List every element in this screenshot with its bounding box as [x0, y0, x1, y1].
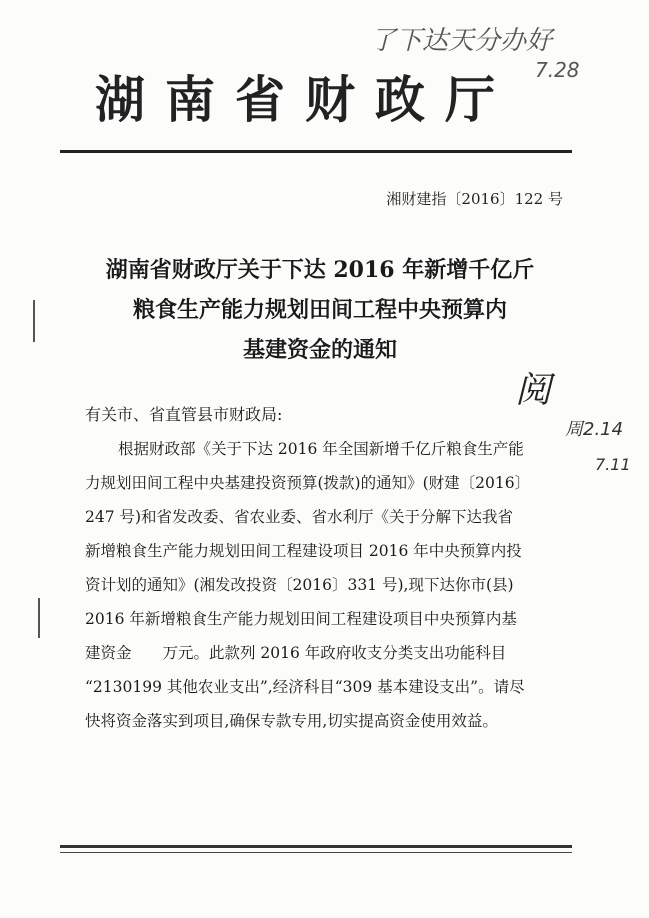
doc-title-line-2: 粮食生产能力规划田间工程中央预算内: [132, 297, 507, 323]
body-line: 2016 年新增粮食生产能力规划田间工程建设项目中央预算内基: [85, 610, 517, 628]
handwritten-date-right: 7.11: [595, 455, 631, 474]
body-line: 建资金 万元。此款列 2016 年政府收支分类支出功能科目: [85, 644, 507, 662]
handwritten-mark-right: 阅: [515, 370, 552, 411]
salutation: 有关市、省直管县市财政局:: [85, 405, 283, 424]
footer-rule: [60, 845, 572, 848]
body-line: 资计划的通知》(湘发改投资〔2016〕331 号),现下达你市(县): [85, 576, 514, 594]
handwritten-note-top: 了下达天分办好: [370, 26, 553, 56]
doc-title-line-1: 湖南省财政厅关于下达 2016 年新增千亿斤: [105, 257, 535, 283]
body-paragraph: [85, 432, 575, 738]
body-line: 247 号)和省发改委、省农业委、省水利厅《关于分解下达我省: [85, 508, 514, 526]
header-rule: [60, 150, 572, 153]
body-line: 新增粮食生产能力规划田间工程建设项目 2016 年中央预算内投: [85, 542, 522, 560]
doc-number: 湘财建指〔2016〕122 号: [386, 190, 563, 208]
body-line: 根据财政部《关于下达 2016 年全国新增千亿斤粮食生产能: [118, 440, 524, 458]
body-line: 力规划田间工程中央基建投资预算(拨款)的通知》(财建〔2016〕: [85, 474, 531, 492]
handwritten-date-top: 7.28: [535, 58, 580, 82]
handwritten-note-right: 周2.14: [565, 419, 624, 440]
binding-mark-lower: [38, 598, 40, 638]
footer-rule-thin: [60, 852, 572, 853]
org-title: 湖南省财政厅: [95, 70, 515, 129]
doc-title-line-3: 基建资金的通知: [242, 337, 397, 363]
binding-mark-upper: [33, 300, 35, 342]
doc-title: [60, 250, 580, 370]
body-line: 快将资金落实到项目,确保专款专用,切实提高资金使用效益。: [85, 712, 498, 730]
body-line: “2130199 其他农业支出”,经济科目“309 基本建设支出”。请尽: [85, 678, 525, 696]
